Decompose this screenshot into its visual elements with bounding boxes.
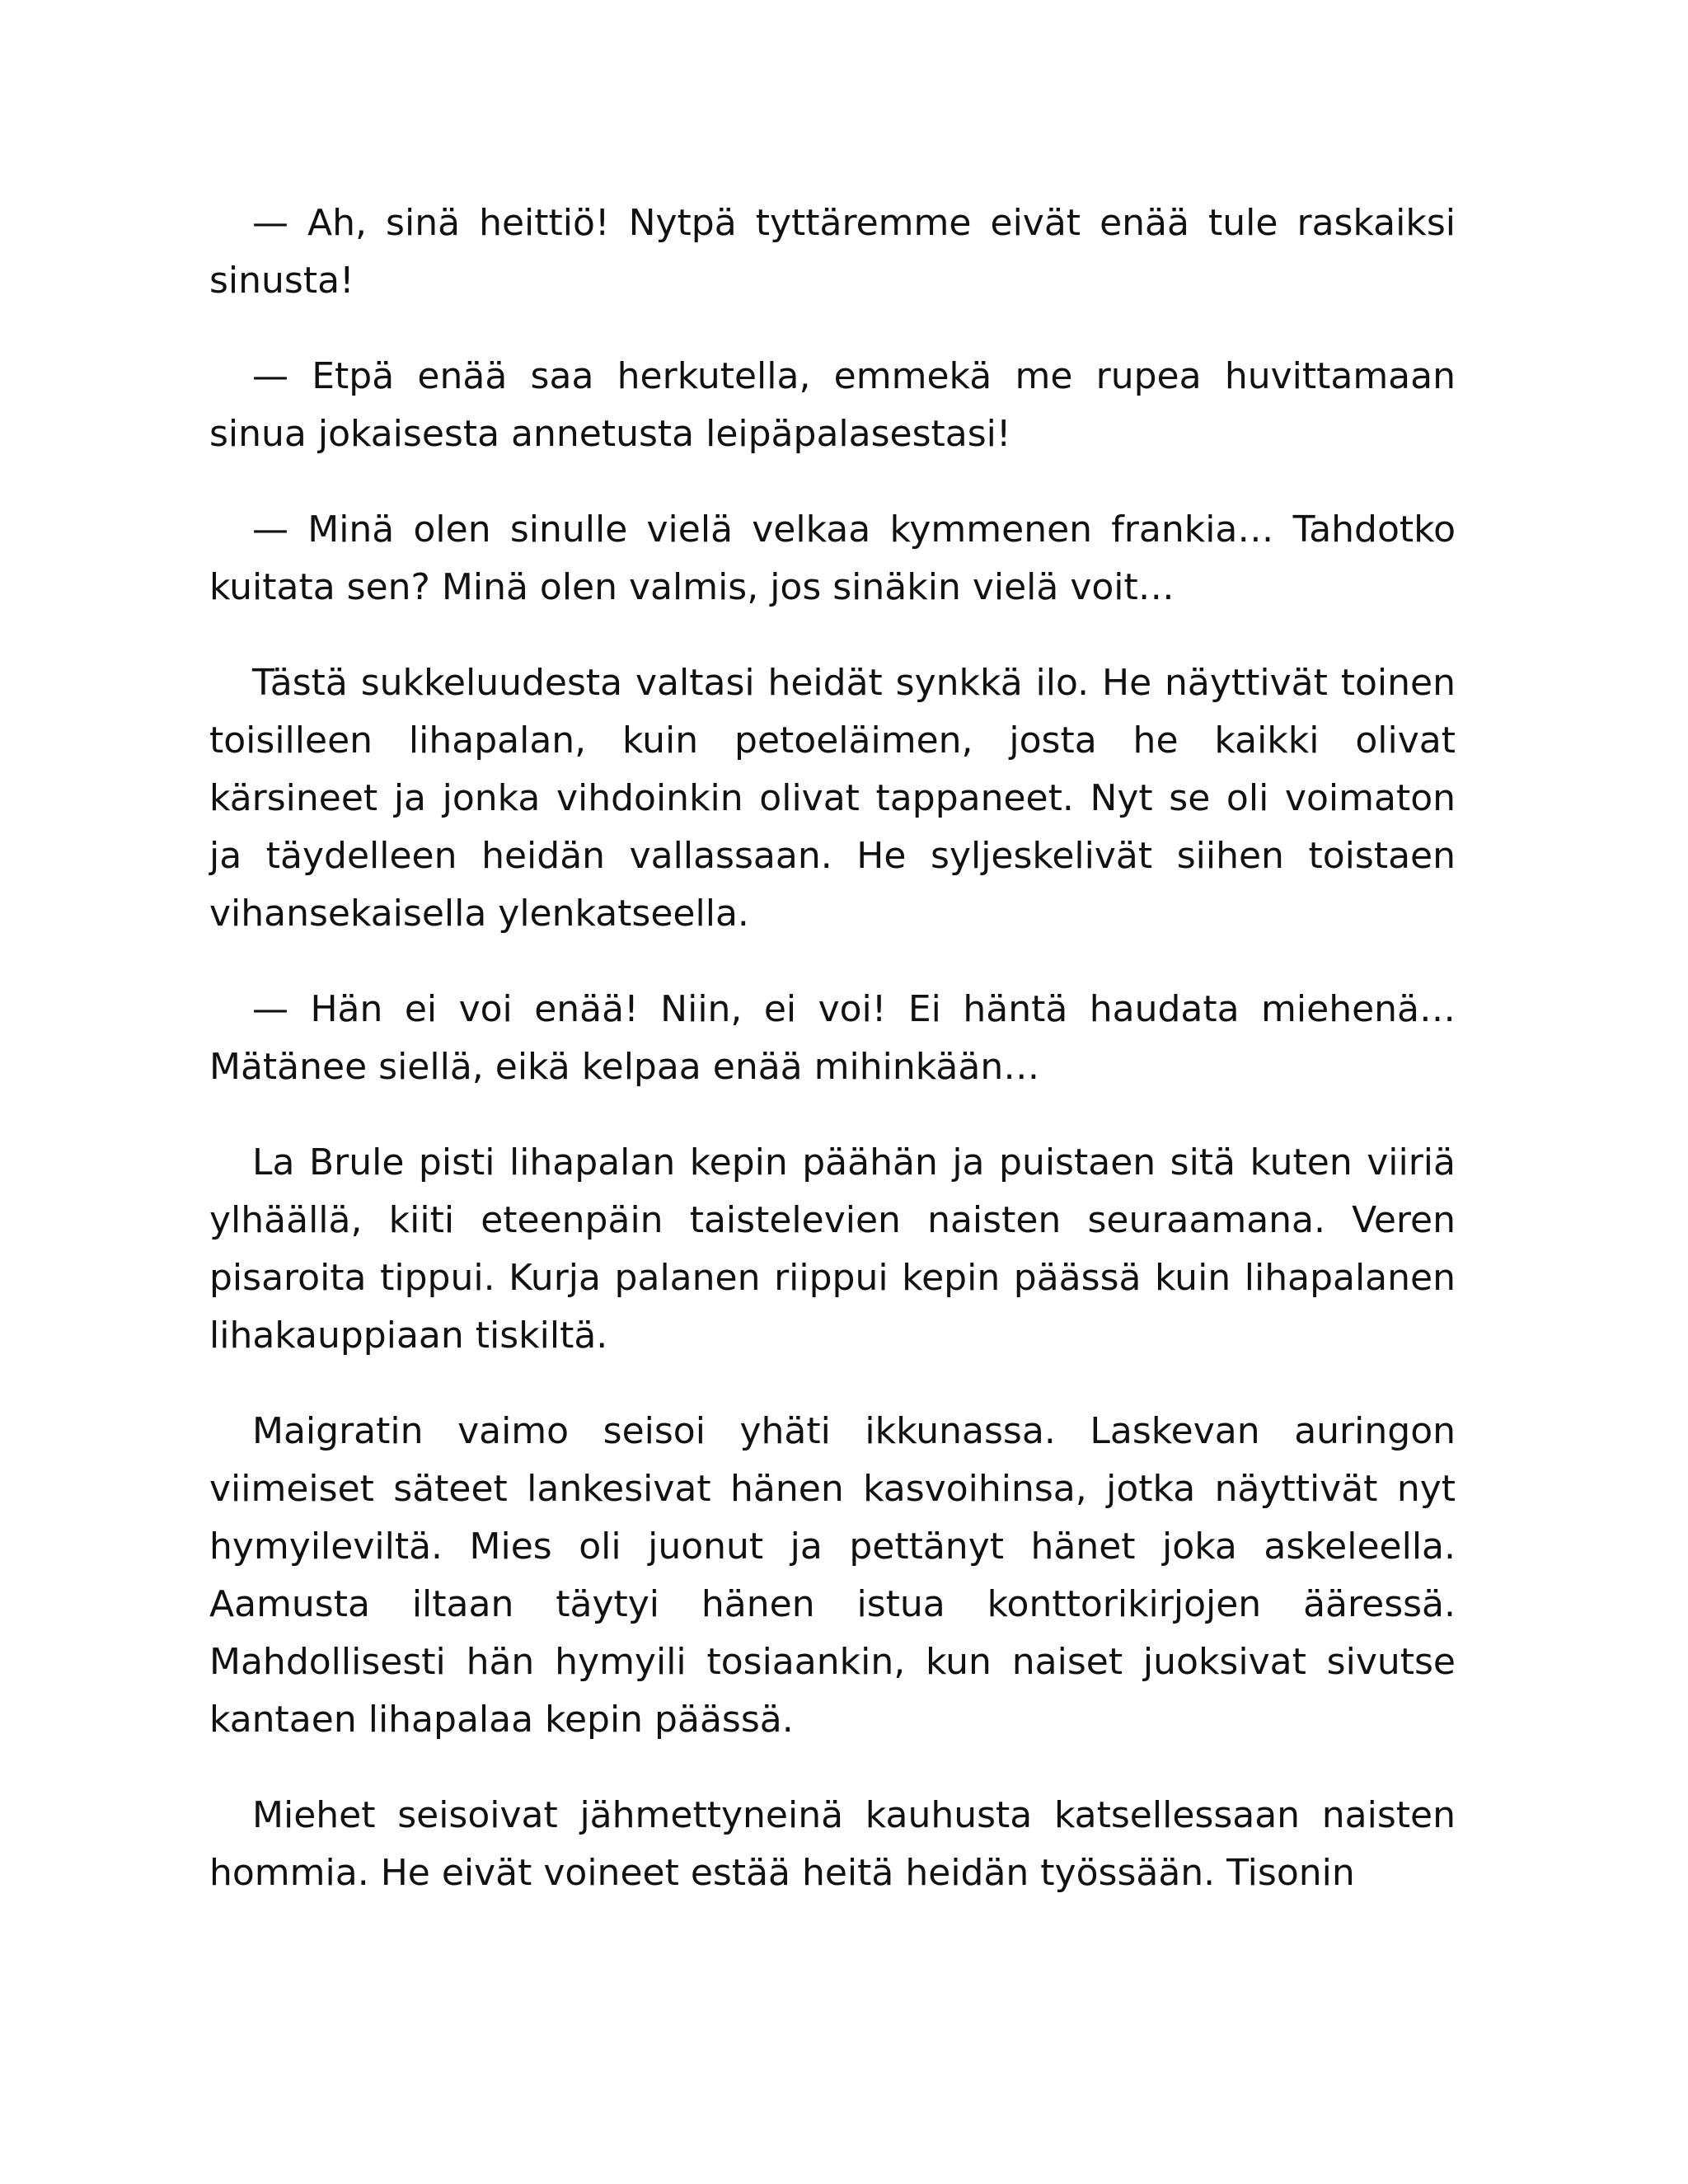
- document-page: [209, 194, 1456, 1940]
- paragraph-5: — Hän ei voi enää! Niin, ei voi! Ei häntä haudata miehenä… Mätänee siellä, eikä kelpaa enää mihinkään…: [209, 988, 1456, 1088]
- paragraph-3: — Minä olen sinulle vielä velkaa kymmenen frankia… Tahdotko kuitata sen? Minä olen valmis, jos sinäkin vielä voit…: [209, 509, 1456, 608]
- paragraph-6: La Brule pisti lihapalan kepin päähän ja puistaen sitä kuten viiriä ylhäällä, kiiti eteenpäin taistelevien naisten seuraamana. Veren pisaroita tippui. Kurja palanen riippui kepin päässä kuin lihapalanen lihakauppiaan tiskiltä.: [209, 1141, 1456, 1357]
- paragraph-1: — Ah, sinä heittiö! Nytpä tyttäremme eivät enää tule raskaiksi sinusta!: [209, 202, 1456, 302]
- paragraph-4: Tästä sukkeluudesta valtasi heidät synkkä ilo. He näyttivät toinen toisilleen lihapalan, kuin petoeläimen, josta he kaikki olivat kärsineet ja jonka vihdoinkin olivat tappaneet. Nyt se oli voimaton ja täydelleen heidän vallassaan. He syljeskelivät siihen toistaen vihansekaisella ylenkatseella.: [209, 662, 1456, 935]
- paragraph-8: Miehet seisoivat jähmettyneinä kauhusta katsellessaan naisten hommia. He eivät voineet estää heitä heidän työssään. Tisonin: [209, 1794, 1456, 1894]
- paragraph-7: Maigratin vaimo seisoi yhäti ikkunassa. Laskevan auringon viimeiset säteet lankesivat hänen kasvoihinsa, jotka näyttivät nyt hymyileviltä. Mies oli juonut ja pettänyt hänet joka askeleella. Aamusta iltaan täytyi hänen istua konttorikirjojen ääressä. Mahdollisesti hän hymyili tosiaankin, kun naiset juoksivat sivutse kantaen lihapalaa kepin päässä.: [209, 1410, 1456, 1741]
- paragraph-2: — Etpä enää saa herkutella, emmekä me rupea huvittamaan sinua jokaisesta annetusta leipäpalasestasi!: [209, 355, 1456, 455]
